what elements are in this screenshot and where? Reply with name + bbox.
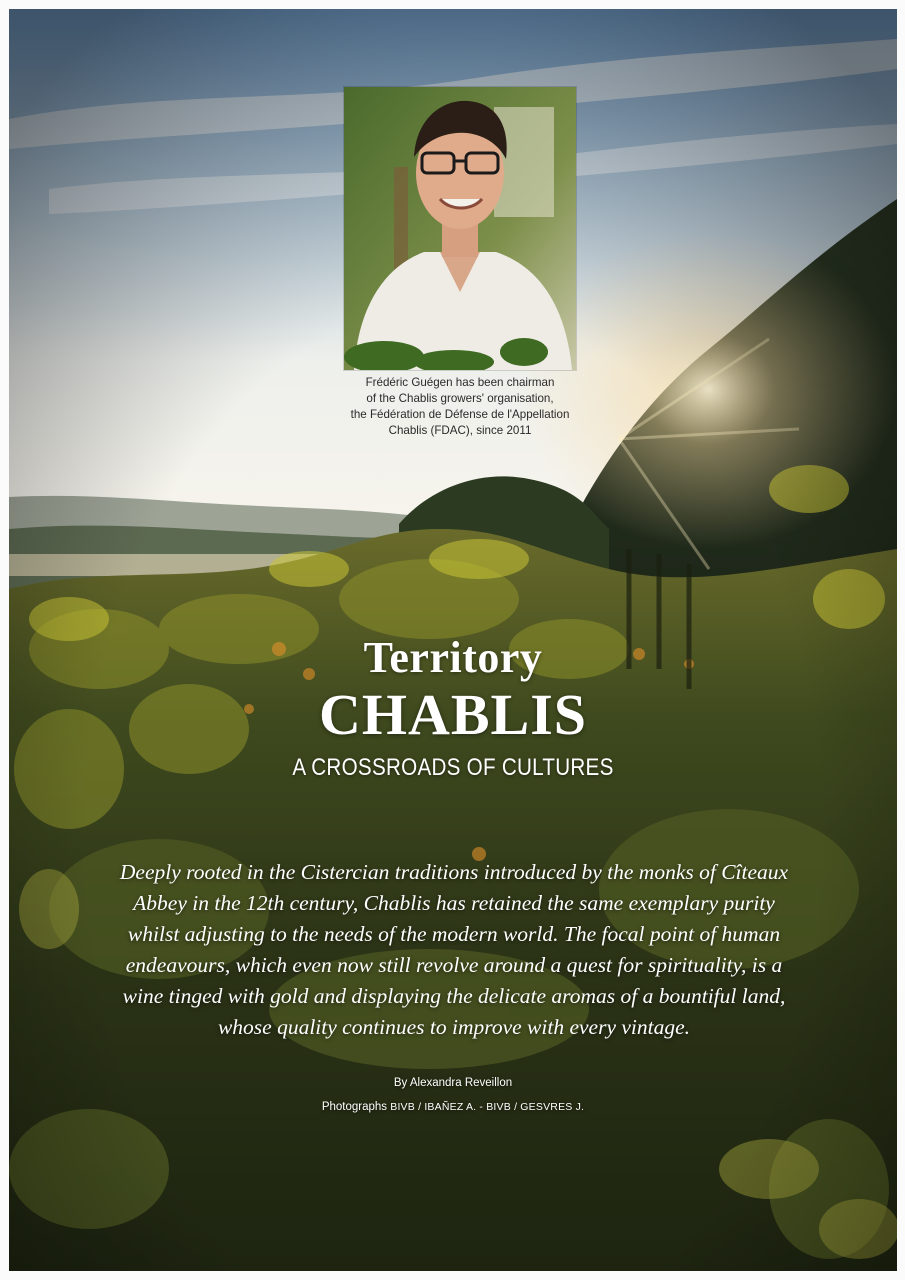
caption-line: the Fédération de Défense de l'Appellation [350, 408, 570, 421]
standfirst-line: whilst adjusting to the needs of the modern world. The focal point of human [127, 922, 781, 946]
credits-names: BIVB / IBAÑEZ A. - BIVB / GESVRES J. [390, 1101, 585, 1113]
caption-line: of the Chablis growers' organisation, [366, 392, 554, 405]
standfirst-line: Deeply rooted in the Cistercian traditions introduced by the monks of Cîteaux [119, 860, 789, 884]
portrait-photo [344, 87, 576, 370]
standfirst-line: wine tinged with gold and displaying the delicate aromas of a bountiful land, [122, 984, 786, 1008]
article-subhead: A CROSSROADS OF CULTURES [292, 754, 614, 781]
vineyard-photo [9, 9, 897, 1271]
caption-line: Chablis (FDAC), since 2011 [388, 424, 532, 437]
standfirst-line: endeavours, which even now still revolve around a quest for spirituality, is a [125, 953, 783, 977]
article-headline: CHABLIS [318, 682, 588, 747]
article-byline: By Alexandra Reveillon [393, 1077, 513, 1089]
standfirst-line: whose quality continues to improve with every vintage. [217, 1015, 691, 1039]
credits-label: Photographs [321, 1101, 391, 1113]
man-portrait-image [344, 87, 576, 370]
standfirst-line: Abbey in the 12th century, Chablis has retained the same exemplary purity [133, 891, 775, 915]
section-kicker: Territory [363, 633, 543, 682]
article-standfirst [61, 857, 847, 1043]
photo-credits [9, 1099, 897, 1115]
caption-line: Frédéric Guégen has been chairman [365, 376, 555, 389]
photo-caption [327, 375, 593, 439]
article-title-block [9, 633, 897, 783]
